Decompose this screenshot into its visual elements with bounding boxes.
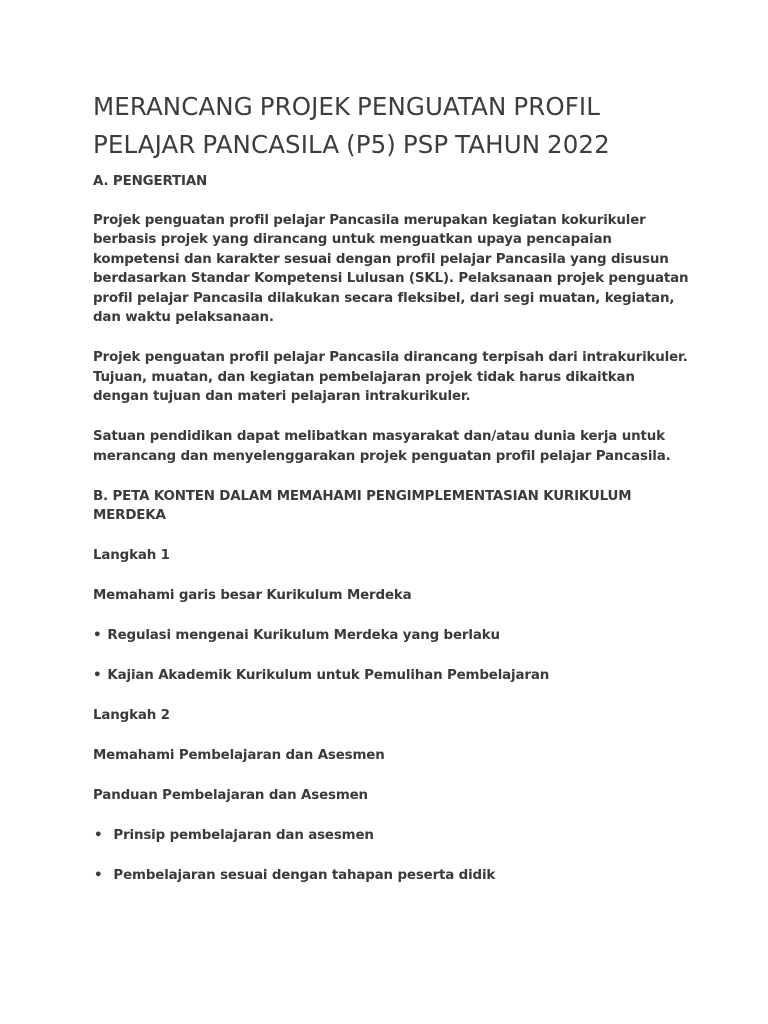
step-1-label: Langkah 1 [93, 548, 170, 563]
list-item [93, 866, 693, 886]
section-b-heading: B. PETA KONTEN DALAM MEMAHAMI PENGIMPLEMENTASIAN KURIKULUM MERDEKA [93, 488, 632, 523]
list-item [93, 826, 693, 846]
paragraph-definition-3: Satuan pendidikan dapat melibatkan masyarakat dan/atau dunia kerja untuk merancang dan menyelenggarakan projek penguatan profil pelajar Pancasila. [93, 429, 671, 464]
step-1-title: Memahami garis besar Kurikulum Merdeka [93, 588, 412, 603]
list-item [93, 666, 693, 686]
bullet-icon: • [94, 868, 103, 883]
document-title [93, 88, 693, 164]
document-page [93, 88, 693, 906]
step-2-title: Memahami Pembelajaran dan Asesmen [93, 748, 385, 763]
bullet-icon: • [93, 668, 102, 683]
step-2-subtitle: Panduan Pembelajaran dan Asesmen [93, 788, 368, 803]
list-item-text: Prinsip pembelajaran dan asesmen [113, 828, 374, 843]
list-item-text: Pembelajaran sesuai dengan tahapan peserta didik [113, 868, 496, 883]
list-item-text: Regulasi mengenai Kurikulum Merdeka yang berlaku [107, 628, 500, 643]
bullet-icon: • [93, 628, 102, 643]
paragraph-definition-1: Projek penguatan profil pelajar Pancasila merupakan kegiatan kokurikuler berbasis projek yang dirancang untuk menguatkan upaya pencapaian kompetensi dan karakter sesuai dengan profil pelajar Pancasila yang disusun berdasarkan Standar Kompetensi Lulusan (SKL). Pelaksanaan projek penguatan profil pelajar Pancasila dilakukan secara fleksibel, dari segi muatan, kegiatan, dan waktu pelaksanaan. [93, 212, 689, 325]
list-item [93, 626, 693, 646]
title-line-1: MERANCANG PROJEK PENGUATAN PROFIL [93, 92, 600, 121]
step-2-label: Langkah 2 [93, 708, 170, 723]
list-item-text: Kajian Akademik Kurikulum untuk Pemulihan Pembelajaran [107, 668, 550, 683]
section-a-heading: A. PENGERTIAN [93, 174, 208, 189]
paragraph-definition-2: Projek penguatan profil pelajar Pancasila dirancang terpisah dari intrakurikuler. Tujuan, muatan, dan kegiatan pembelajaran projek tidak harus dikaitkan dengan tujuan dan materi pelajaran intrakurikuler. [93, 350, 688, 404]
title-line-2: PELAJAR PANCASILA (P5) PSP TAHUN 2022 [93, 130, 610, 159]
bullet-icon: • [94, 828, 103, 843]
